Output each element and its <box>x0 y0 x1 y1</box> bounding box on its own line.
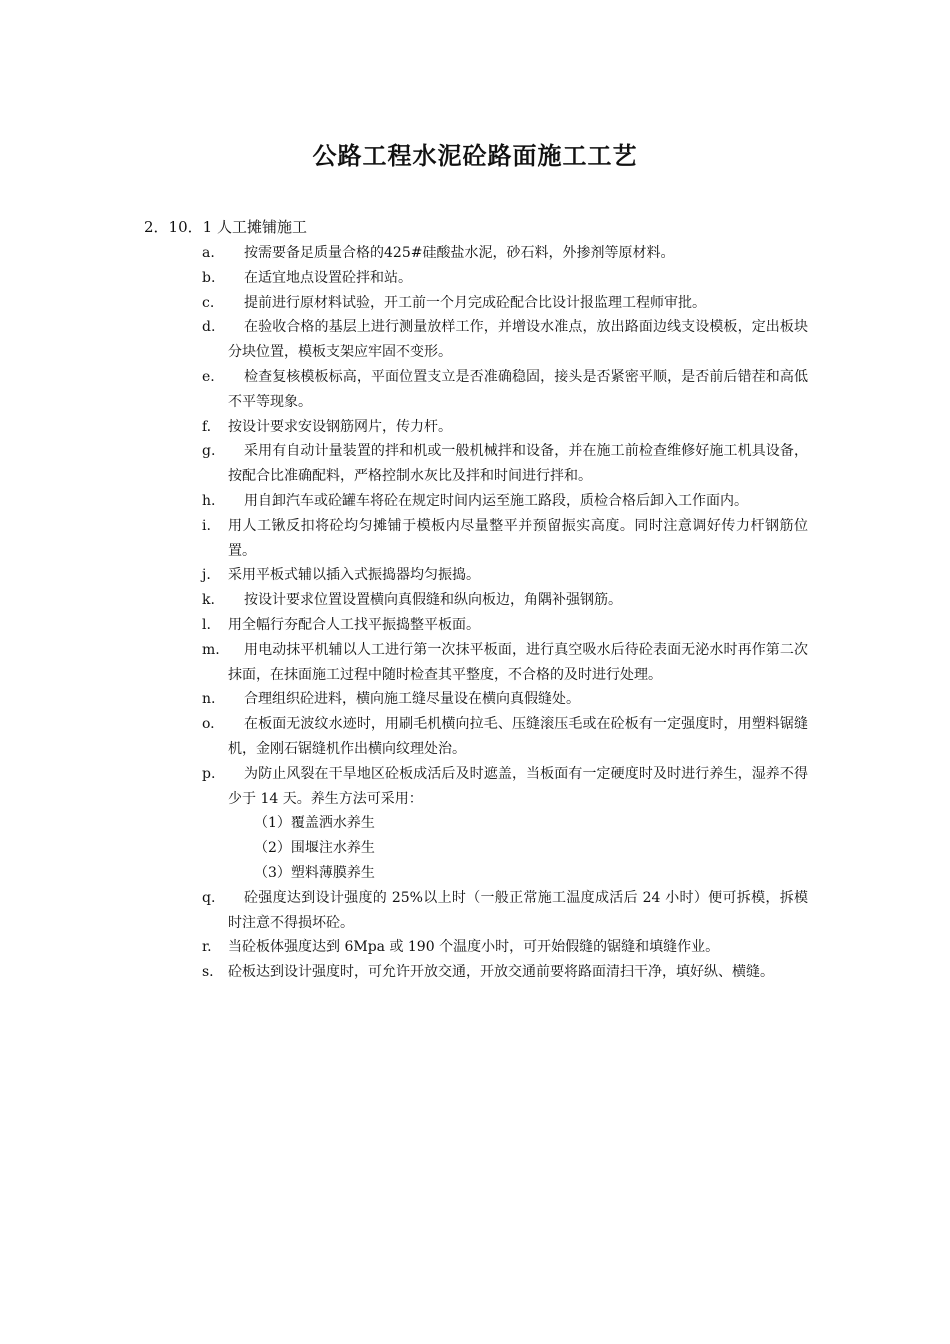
list-item-letter: n. <box>202 691 216 708</box>
list-item <box>202 613 808 638</box>
list-item <box>202 266 808 291</box>
list-item <box>202 514 808 564</box>
list-item-letter: r. <box>202 939 212 956</box>
list-item <box>202 960 808 985</box>
list-item-text: 在板面无波纹水迹时，用刷毛机横向拉毛、压缝滚压毛或在砼板有一定强度时，用塑料锯缝机，金刚石锯缝机作出横向纹理处治。 <box>228 716 808 757</box>
list-item-letter: m. <box>202 641 220 658</box>
list-item-letter: g. <box>202 443 216 460</box>
list-item-text: 为防止风裂在干旱地区砼板成活后及时遮盖，当板面有一定硬度时及时进行养生，湿养不得少于 14 天。养生方法可采用： <box>228 765 808 807</box>
list-item-text: 用人工锹反扣将砼均匀摊铺于模板内尽量整平并预留振实高度。同时注意调好传力杆钢筋位置。 <box>228 517 808 559</box>
list-item <box>202 712 808 762</box>
list-item-text: 在验收合格的基层上进行测量放样工作，并增设水准点，放出路面边线支设模板，定出板块分块位置，模板支架应牢固不变形。 <box>228 319 808 361</box>
list-item-text: 在适宜地点设置砼拌和站。 <box>244 269 412 286</box>
list-item-text: 当砼板体强度达到 6Mpa 或 190 个温度小时，可开始假缝的锯缝和填缝作业。 <box>228 939 720 956</box>
list-item-text: 采用有自动计量装置的拌和机或一般机械拌和设备，并在施工前检查维修好施工机具设备，按配合比准确配料，严格控制水灰比及拌和时间进行拌和。 <box>228 443 808 485</box>
list-item-text: 砼板达到设计强度时，可允许开放交通，开放交通前要将路面清扫干净，填好纵、横缝。 <box>228 964 774 981</box>
list-item <box>202 315 808 365</box>
list-item <box>202 886 808 936</box>
list-item <box>202 241 808 266</box>
list-item <box>202 365 808 415</box>
list-item-letter: c. <box>202 294 215 311</box>
list-item-text: 检查复核模板标高，平面位置支立是否准确稳固，接头是否紧密平顺，是否前后错茬和高低不平等现象。 <box>228 368 808 410</box>
list-item <box>202 762 808 886</box>
list-item <box>202 439 808 489</box>
procedure-list <box>202 241 808 985</box>
list-item-letter: h. <box>202 492 216 509</box>
list-item-text: 用全幅行夯配合人工找平振捣整平板面。 <box>228 616 480 633</box>
list-item <box>202 415 808 440</box>
list-item-text: 砼强度达到设计强度的 25%以上时（一般正常施工温度成活后 24 小时）便可拆模，拆模时注意不得损坏砼。 <box>228 889 808 931</box>
list-item-text: 用自卸汽车或砼罐车将砼在规定时间内运至施工路段，质检合格后卸入工作面内。 <box>244 492 748 509</box>
list-item-text: 按设计要求位置设置横向真假缝和纵向板边，角隅补强钢筋。 <box>244 592 622 609</box>
list-item-letter: p. <box>202 765 216 782</box>
list-item-text: 按设计要求安设钢筋网片，传力杆。 <box>228 418 452 435</box>
list-item-letter: j. <box>202 567 211 584</box>
list-item <box>202 588 808 613</box>
section-heading: 2．10．1 人工摊铺施工 <box>144 218 307 236</box>
list-item-text: 用电动抹平机辅以人工进行第一次抹平板面，进行真空吸水后待砼表面无泌水时再作第二次抹面，在抹面施工过程中随时检查其平整度，不合格的及时进行处理。 <box>228 641 808 683</box>
list-item <box>202 935 808 960</box>
list-item-letter: s. <box>202 964 214 981</box>
list-item-text: 按需要备足质量合格的425#硅酸盐水泥，砂石料，外掺剂等原材料。 <box>244 245 675 261</box>
list-item <box>202 687 808 712</box>
list-item-text: 合理组织砼进料，横向施工缝尽量设在横向真假缝处。 <box>244 691 580 708</box>
list-item-letter: i. <box>202 517 211 534</box>
list-item-letter: d. <box>202 319 216 336</box>
sub-list <box>228 811 808 885</box>
list-item-letter: o. <box>202 716 215 733</box>
list-item-letter: b. <box>202 269 216 286</box>
list-item-text: 采用平板式辅以插入式振捣器均匀振捣。 <box>228 567 480 584</box>
list-item-letter: e. <box>202 368 215 385</box>
list-item-text: 提前进行原材料试验，开工前一个月完成砼配合比设计报监理工程师审批。 <box>244 294 706 311</box>
list-item-letter: f. <box>202 418 212 435</box>
list-item-letter: a. <box>202 245 215 261</box>
list-item-letter: k. <box>202 592 215 609</box>
sub-list-item: （1）覆盖洒水养生 <box>254 815 375 832</box>
list-item <box>202 563 808 588</box>
list-item <box>202 638 808 688</box>
sub-list-item: （2）围堰注水养生 <box>254 840 375 857</box>
sub-list-item: （3）塑料薄膜养生 <box>254 864 375 881</box>
list-item-letter: l. <box>202 616 211 633</box>
document-title: 公路工程水泥砼路面施工工艺 <box>312 142 638 170</box>
list-item-letter: q. <box>202 889 216 906</box>
list-item <box>202 291 808 316</box>
list-item <box>202 489 808 514</box>
